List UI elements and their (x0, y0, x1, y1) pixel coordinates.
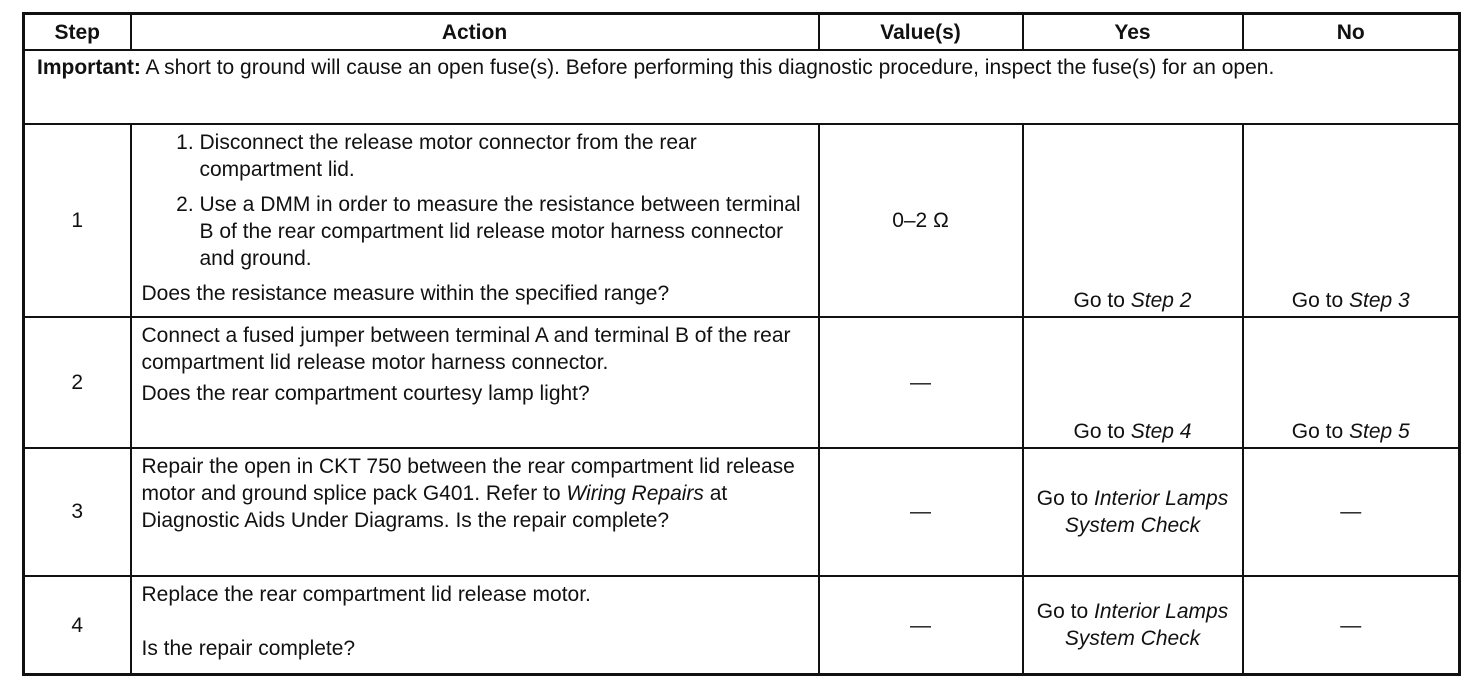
no-prefix: Go to (1291, 419, 1349, 443)
action-question: Does the resistance measure within the specified range? (141, 282, 670, 306)
action-steps-list (142, 129, 810, 272)
action-text-end: at Diagnostic Aids Under Diagrams. Is the repair complete? (141, 481, 728, 532)
header-row (24, 14, 1460, 51)
diagnostic-table (22, 12, 1461, 676)
step-number: 2 (24, 317, 131, 448)
yes-cell (1023, 576, 1243, 674)
step-number: 3 (24, 448, 131, 577)
action-step-item: 2. Use a DMM in order to measure the resistance between terminal B of the rear compartment lid release motor harness connector and ground. (200, 191, 810, 272)
yes-cell (1023, 317, 1243, 448)
action-text: Replace the rear compartment lid release motor. (141, 583, 591, 607)
header-yes: Yes (1023, 14, 1243, 51)
action-step-item: 1. Disconnect the release motor connector from the rear compartment lid. (200, 129, 810, 183)
header-action: Action (131, 14, 819, 51)
no-cell (1243, 124, 1460, 317)
value-cell: — (819, 448, 1023, 577)
no-cell: — (1243, 576, 1460, 674)
action-question: Is the repair complete? (141, 637, 356, 661)
step-number: 1 (24, 124, 131, 317)
yes-prefix: Go to (1036, 486, 1094, 510)
step-number: 4 (24, 576, 131, 674)
table-row (24, 576, 1460, 674)
spacer (142, 608, 810, 635)
header-values: Value(s) (819, 14, 1023, 51)
no-cell (1243, 317, 1460, 448)
action-cell (131, 317, 819, 448)
yes-step-link[interactable]: Step 2 (1130, 289, 1192, 313)
table-row (24, 124, 1460, 317)
action-question: Does the rear compartment courtesy lamp light? (141, 382, 590, 406)
important-row (24, 50, 1460, 124)
value-cell: — (819, 576, 1023, 674)
wiring-repairs-link[interactable]: Wiring Repairs (566, 481, 704, 505)
yes-cell (1023, 448, 1243, 577)
important-text: A short to ground will cause an open fuse(s). Before performing this diagnostic procedure, inspect the fuse(s) for an open. (140, 56, 1275, 79)
table-row (24, 317, 1460, 448)
no-cell: — (1243, 448, 1460, 577)
table-row (24, 448, 1460, 577)
interior-lamps-check-link[interactable]: Interior Lamps System Check (1064, 486, 1229, 537)
no-step-link[interactable]: Step 3 (1348, 289, 1410, 313)
action-text: Repair the open in CKT 750 between the rear compartment lid release motor and ground splice pack G401. Refer to (141, 454, 795, 505)
action-text: Connect a fused jumper between terminal A and terminal B of the rear compartment lid release motor harness connector. (141, 324, 791, 375)
yes-prefix: Go to (1073, 419, 1131, 443)
action-cell (131, 576, 819, 674)
yes-cell (1023, 124, 1243, 317)
action-cell (131, 124, 819, 317)
important-label: Important: (37, 56, 141, 79)
yes-prefix: Go to (1036, 600, 1094, 624)
value-cell: — (819, 317, 1023, 448)
value-cell: 0–2 Ω (819, 124, 1023, 317)
interior-lamps-check-link[interactable]: Interior Lamps System Check (1064, 600, 1229, 651)
yes-step-link[interactable]: Step 4 (1130, 419, 1192, 443)
action-cell (131, 448, 819, 577)
header-no: No (1243, 14, 1460, 51)
no-step-link[interactable]: Step 5 (1348, 419, 1410, 443)
header-step: Step (24, 14, 131, 51)
yes-prefix: Go to (1073, 289, 1131, 313)
no-prefix: Go to (1291, 289, 1349, 313)
important-note (24, 50, 1460, 124)
